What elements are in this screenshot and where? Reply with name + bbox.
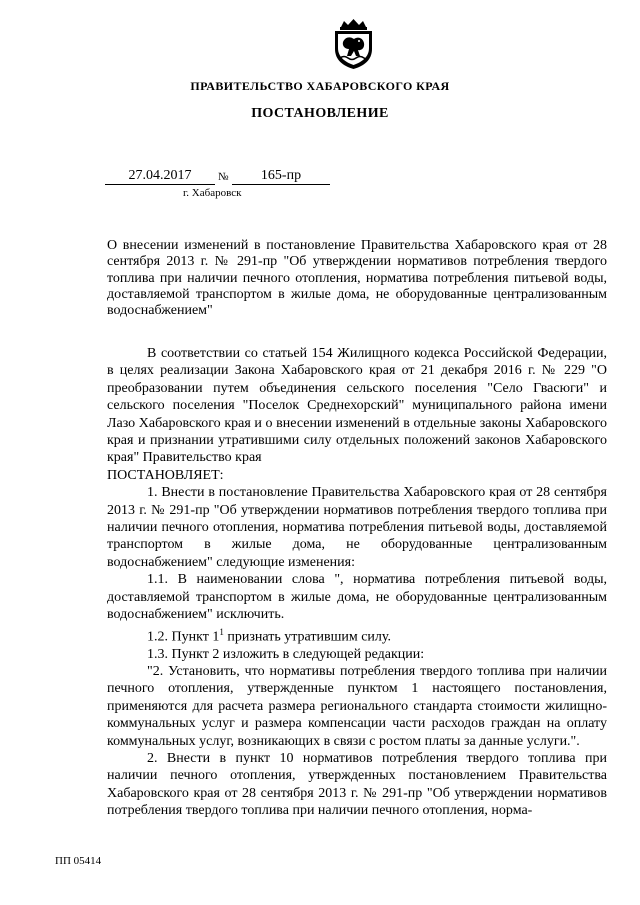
document-type-title: ПОСТАНОВЛЕНИЕ (251, 106, 389, 121)
government-name: ПРАВИТЕЛЬСТВО ХАБАРОВСКОГО КРАЯ (190, 79, 450, 93)
footer-code: ПП 05414 (55, 855, 102, 867)
paragraph-1-3-quote: "2. Установить, что нормативы потребления твердого топлива при наличии печного отопления, утвержденные пунктом 1 настоящего постановления, применяются для расчета размера регионального стандарта стоимости жилищно-коммунальных услуг и размера компенсации части расходов граждан на оплату коммунальных услуг, возникающих в связи с ростом платы за данные услуги.". (107, 663, 607, 749)
paragraph-1: 1. Внести в постановление Правительства Хабаровского края от 28 сентября 2013 г. № 291-пр "Об утверждении нормативов потребления твердого топлива при наличии печного отопления, норматива потребления питьевой воды, доставляемой транспортом в жилые дома, не оборудованные централизованным водоснабжением" следующие изменения: (107, 485, 607, 570)
paragraph-1-2-end: признать утратившим силу. (223, 629, 391, 645)
resolves-heading: ПОСТАНОВЛЯЕТ: (107, 467, 224, 483)
preamble-paragraph: В соответствии со статьей 154 Жилищного кодекса Российской Федерации, в целях реализации Закона Хабаровского края от 21 декабря 2016 г. № 229 "О преобразовании путем объединения сельского поселения "Село Гвасюги" и сельского поселения "Поселок Среднехорский" муниципального района имени Лазо Хабаровского края и о внесении изменений в отдельные законы Хабаровского края и признании утратившими силу отдельных положений законов Хабаровского края" Правительство края (107, 346, 607, 466)
coat-of-arms-icon (331, 18, 376, 70)
paragraph-1-3: 1.3. Пункт 2 изложить в следующей редакции: (147, 646, 425, 662)
document-subject: О внесении изменений в постановление Правительства Хабаровского края от 28 сентября 2013 г. № 291-пр "Об утверждении нормативов потребления твердого топлива при наличии печного отопления, норматива потребления питьевой воды, доставляемой транспортом в жилые дома, не оборудованные централизованным водоснабжением" (107, 238, 607, 319)
paragraph-1-2 (107, 624, 607, 646)
document-city: г. Хабаровск (183, 187, 242, 199)
number-sign: № (218, 171, 229, 183)
superscript-mark: 1 (219, 626, 224, 637)
paragraph-2: 2. Внести в пункт 10 нормативов потребления твердого топлива при наличии печного отопления, утвержденных постановлением Правительства Хабаровского края от 28 сентября 2013 г. № 291-пр "Об утверждении нормативов потребления твердого топлива при наличии печного отопления, норма- (107, 751, 607, 819)
paragraph-1-2-start: 1.2. Пункт 1 (147, 629, 220, 645)
document-number: 165-пр (232, 168, 330, 185)
document-body (107, 345, 607, 820)
document-date: 27.04.2017 (105, 168, 215, 185)
paragraph-1-1: 1.1. В наименовании слова ", норматива потребления питьевой воды, доставляемой транспортом в жилые дома, не оборудованные централизованным водоснабжением" исключить. (107, 572, 607, 623)
